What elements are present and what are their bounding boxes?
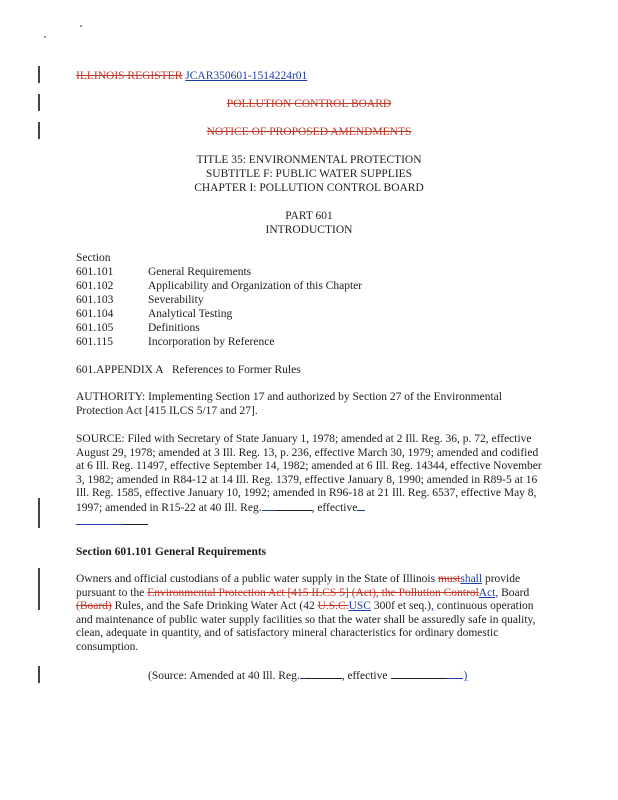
section-heading: Section 601.101 General Requirements	[76, 546, 267, 558]
scan-speck	[44, 36, 46, 38]
chapter-line: CHAPTER I: POLLUTION CONTROL BOARD	[194, 182, 424, 194]
toc-appendix: 601.APPENDIX A References to Former Rules	[76, 364, 301, 376]
section-body: Owners and official custodians of a public water supply in the State of Illinois mustshall provide pursuant to the Environmental Protection Act [415 ILCS 5] (Act), the Pollution ControlAct, Board (Board) Rules, and the Safe Drinking Water Act (42 U.S.C.USC 300f et seq.), continuous operation and maintenance of public water supply facilities so that the water shall be assuredly safe in quality, clean, adequate in quantity, and of satisfactory mineral characteristics for ordinary domestic consumption.	[76, 573, 536, 653]
register-header	[76, 70, 307, 82]
toc-item: 601.101 General Requirements	[76, 266, 252, 278]
part-number: PART 601	[285, 210, 333, 222]
title-line: TITLE 35: ENVIRONMENTAL PROTECTION	[196, 154, 422, 166]
subtitle-line: SUBTITLE F: PUBLIC WATER SUPPLIES	[205, 168, 413, 180]
board-header: POLLUTION CONTROL BOARD	[226, 98, 392, 110]
revision-bar	[38, 66, 40, 83]
scan-speck	[80, 25, 82, 27]
toc-heading: Section	[76, 252, 111, 264]
register-inserted: JCAR350601-1514224r01	[185, 70, 308, 82]
toc-item: 601.103 Severability	[76, 294, 204, 306]
revision-bar	[38, 568, 40, 610]
notice-header: NOTICE OF PROPOSED AMENDMENTS	[206, 126, 412, 138]
toc-item: 601.104 Analytical Testing	[76, 308, 233, 320]
register-deleted: ILLINOIS REGISTER	[76, 70, 183, 82]
toc-item: 601.115 Incorporation by Reference	[76, 336, 275, 348]
section-source-note: (Source: Amended at 40 Ill. Reg. , effective )	[148, 670, 468, 682]
part-name: INTRODUCTION	[265, 224, 353, 236]
toc-item: 601.102 Applicability and Organization of this Chapter	[76, 280, 363, 292]
source-paragraph: SOURCE: Filed with Secretary of State January 1, 1978; amended at 2 Ill. Reg. 36, p. 72, effective August 29, 1978; amended at 3 Ill. Reg. 13, p. 236, effective March 30, 1979; amended and codified at 6 Ill. Reg. 11497, effective September 14, 1982; amended at 6 Ill. Reg. 14344, effective November 3, 1982; amended in R84-12 at 14 Ill. Reg. 1379, effective January 8, 1990; amended in R89-5 at 16 Ill. Reg. 1585, effective January 10, 1992; amended in R96-18 at 21 Ill. Reg. 6537, effective May 8, 1997; amended in R15-22 at 40 Ill. Reg. , effective	[76, 433, 546, 530]
revision-bar	[38, 666, 40, 683]
revision-bar	[38, 498, 40, 528]
authority-paragraph: AUTHORITY: Implementing Section 17 and authorized by Section 27 of the Environmental Protection Act [415 ILCS 5/17 and 27].	[76, 391, 502, 417]
toc-item: 601.105 Definitions	[76, 322, 200, 334]
